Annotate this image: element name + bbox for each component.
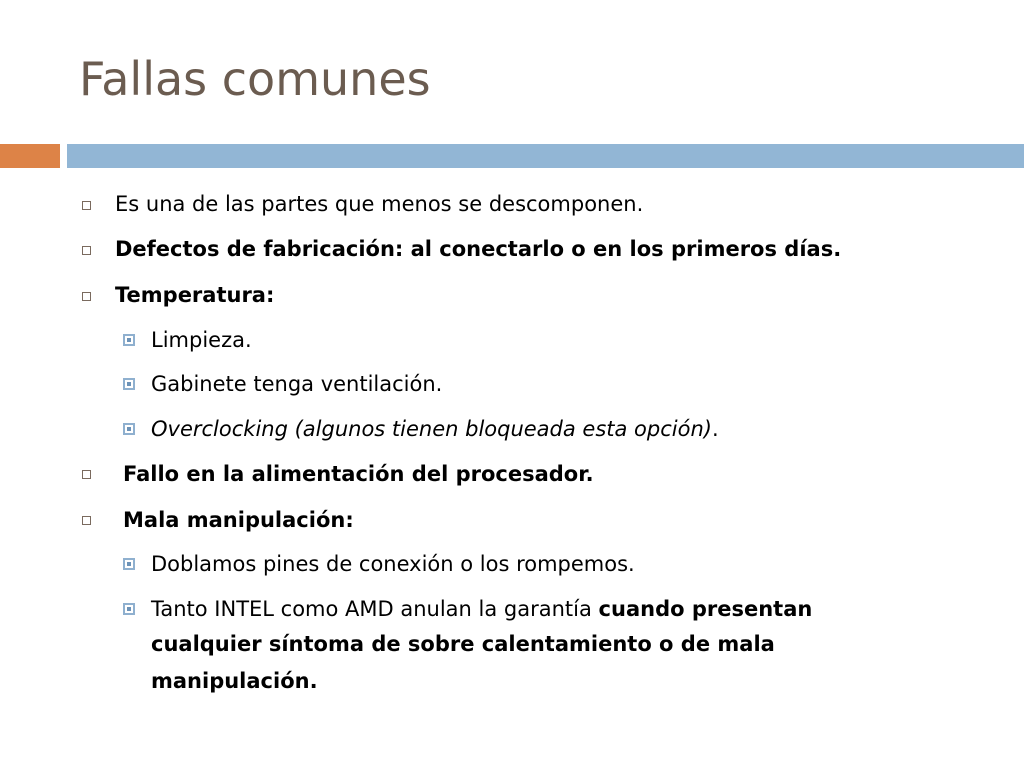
sub-bullet-icon	[123, 558, 135, 570]
slide-title: Fallas comunes	[79, 52, 431, 106]
bullet-item-1: Es una de las partes que menos se descomponen.	[115, 192, 644, 216]
bullet-square-icon	[82, 201, 91, 210]
sub-bullet-item-3-2: Gabinete tenga ventilación.	[151, 372, 443, 396]
bullet-square-icon	[82, 470, 91, 479]
sub-bullet-item-5-2-bold-2: cualquier síntoma de sobre calentamiento o de mala	[151, 632, 775, 656]
bullet-square-icon	[82, 292, 91, 301]
bullet-item-5	[123, 507, 354, 533]
sub-bullet-icon	[123, 603, 135, 615]
bullet-item-2-text: Defectos de fabricación: al conectarlo o en los primeros días.	[115, 237, 842, 261]
bullet-item-5-text: Mala manipulación:	[123, 508, 354, 532]
bullet-square-icon	[82, 246, 91, 255]
sub-bullet-item-5-2-bold-3: manipulación.	[151, 669, 318, 693]
sub-bullet-item-5-1: Doblamos pines de conexión o los rompemos.	[151, 552, 635, 576]
bullet-item-4-text: Fallo en la alimentación del procesador.	[123, 462, 594, 486]
sub-bullet-item-5-2-line1	[151, 596, 812, 622]
sub-bullet-item-3-3	[151, 416, 719, 442]
sub-bullet-icon	[123, 334, 135, 346]
bullet-item-4	[123, 461, 594, 487]
bullet-square-icon	[82, 516, 91, 525]
sub-bullet-item-5-2-line2	[151, 631, 775, 657]
sub-bullet-icon	[123, 423, 135, 435]
sub-bullet-item-3-3-end: .	[711, 417, 719, 441]
bullet-item-3-text: Temperatura:	[115, 283, 275, 307]
bullet-item-3	[115, 282, 274, 308]
sub-bullet-item-5-2-bold-1: cuando presentan	[598, 597, 813, 621]
bullet-item-2	[115, 236, 841, 262]
sub-bullet-item-5-2-line3	[151, 668, 318, 694]
sub-bullet-item-3-3-italic: Overclocking (algunos tienen bloqueada esta opción)	[151, 417, 712, 441]
sub-bullet-icon	[123, 378, 135, 390]
sub-bullet-item-5-2-normal: Tanto INTEL como AMD anulan la garantía	[151, 597, 599, 621]
sub-bullet-item-3-1: Limpieza.	[151, 328, 252, 352]
